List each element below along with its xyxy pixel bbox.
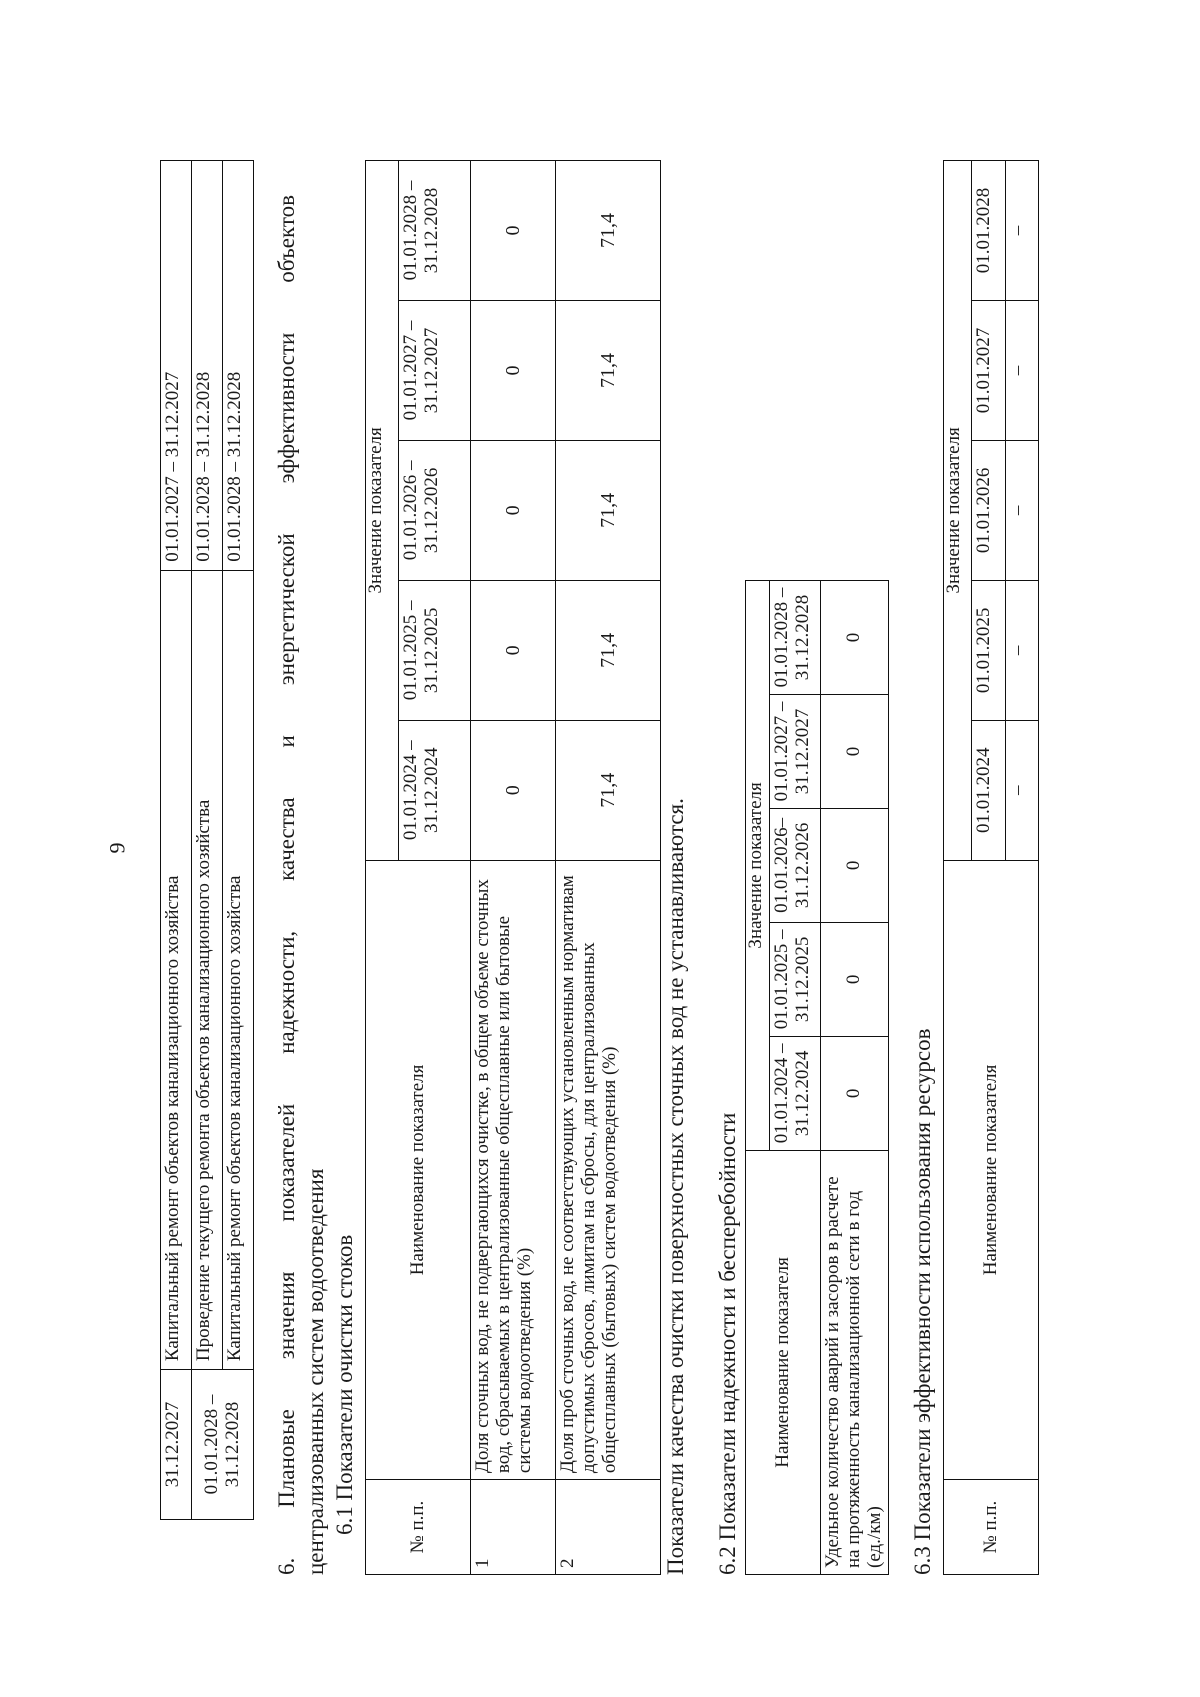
table-header-row — [746, 581, 770, 1575]
period-header: 01.01.2025 — [972, 580, 1005, 720]
dash-cell: – — [1005, 440, 1038, 580]
section-6-heading-cont: централизованных систем водоотведения — [303, 1168, 328, 1575]
col-name-header: Наименование показателя — [366, 860, 471, 1479]
table-row — [223, 161, 254, 1520]
period-header: 01.01.2027 – 31.12.2027 — [399, 300, 471, 440]
dates-cell: 01.01.2027 – 31.12.2027 — [161, 161, 192, 571]
value-cell: 0 — [471, 300, 556, 440]
row-name: Удельное количество аварий и засоров в расчете на протяженность канализационной сети в год (ед./км) — [821, 1150, 889, 1574]
row-name: Доля проб сточных вод, не соответствующих установленным нормативам допустимых сбросов, лимитам на сбросы, для централизованных общесплавных (бытовых) систем водоотведения (%) — [556, 860, 661, 1479]
dash-cell: – — [1005, 161, 1038, 301]
value-cell: 71,4 — [556, 720, 661, 860]
period-cell: 01.01.2028 – 31.12.2028 — [192, 1370, 254, 1520]
value-cell: 0 — [471, 580, 556, 720]
period-header: 01.01.2028 — [972, 161, 1005, 301]
col-num-header: № п.п. — [944, 1480, 1039, 1575]
value-cell: 0 — [821, 581, 889, 695]
value-cell: 0 — [471, 161, 556, 301]
table-row — [556, 161, 661, 1575]
activity-cell: Капитальный ремонт объектов канализационного хозяйства — [161, 570, 192, 1369]
period-header: 01.01.2024 – 31.12.2024 — [399, 720, 471, 860]
value-cell: 0 — [821, 922, 889, 1036]
section-6-heading: 6. Плановые значения показателей надежности, качества и энергетической эффективности объектов — [274, 195, 299, 1575]
page-number: 9 — [104, 842, 130, 854]
period-header: 01.01.2028 – 31.12.2028 — [399, 161, 471, 301]
wastewater-treatment-table — [365, 160, 661, 1575]
value-cell: 0 — [471, 720, 556, 860]
period-header: 01.01.2026 — [972, 440, 1005, 580]
col-num-header: № п.п. — [366, 1480, 471, 1575]
period-header: 01.01.2025 – 31.12.2025 — [769, 922, 820, 1036]
value-cell: 0 — [821, 694, 889, 808]
value-cell: 0 — [471, 440, 556, 580]
dates-cell: 01.01.2028 – 31.12.2028 — [192, 161, 223, 571]
value-cell: 0 — [821, 808, 889, 922]
table-header-row — [366, 161, 399, 1575]
period-header: 01.01.2028 – 31.12.2028 — [769, 581, 820, 695]
period-header: 01.01.2025 – 31.12.2025 — [399, 580, 471, 720]
reliability-table — [745, 580, 889, 1575]
dates-cell: 01.01.2028 – 31.12.2028 — [223, 161, 254, 571]
table-row — [471, 161, 556, 1575]
col-name-header: Наименование показателя — [746, 1150, 821, 1574]
col-group-header: Значение показателя — [366, 161, 399, 861]
period-header: 01.01.2027 – 31.12.2027 — [769, 694, 820, 808]
repair-schedule-table — [160, 160, 254, 1520]
surface-water-note: Показатели качества очистки поверхностных сточных вод не устанавливаются. — [663, 798, 688, 1575]
row-number: 2 — [556, 1480, 661, 1575]
dash-cell: – — [1005, 300, 1038, 440]
table-row — [161, 161, 192, 1520]
col-group-header: Значение показателя — [944, 161, 972, 861]
table-row — [821, 581, 889, 1575]
value-cell: 71,4 — [556, 161, 661, 301]
dash-cell: – — [1005, 720, 1038, 860]
activity-cell: Капитальный ремонт объектов канализационного хозяйства — [223, 570, 254, 1369]
value-cell: 0 — [821, 1036, 889, 1150]
table-header-row — [944, 161, 972, 1575]
section-6-1-title: 6.1 Показатели очистки стоков — [332, 1234, 357, 1535]
period-header: 01.01.2024 – 31.12.2024 — [769, 1036, 820, 1150]
rotated-page-content — [160, 85, 1160, 1575]
resource-efficiency-table — [943, 160, 1039, 1575]
row-name: Доля сточных вод, не подвергающихся очистке, в общем объеме сточных вод, сбрасываемых в централизованные общесплавные или бытовые системы водоотведения (%) — [471, 860, 556, 1479]
value-cell: 71,4 — [556, 580, 661, 720]
period-cell: 31.12.2027 — [161, 1370, 192, 1520]
period-header: 01.01.2024 — [972, 720, 1005, 860]
period-header: 01.01.2026 – 31.12.2026 — [399, 440, 471, 580]
period-header: 01.01.2026– 31.12.2026 — [769, 808, 820, 922]
row-number: 1 — [471, 1480, 556, 1575]
period-header: 01.01.2027 — [972, 300, 1005, 440]
activity-cell: Проведение текущего ремонта объектов канализационного хозяйства — [192, 570, 223, 1369]
dash-cell: – — [1005, 580, 1038, 720]
value-cell: 71,4 — [556, 300, 661, 440]
section-6-2-title: 6.2 Показатели надежности и бесперебойности — [715, 1112, 740, 1575]
col-name-header: Наименование показателя — [944, 860, 1039, 1479]
col-group-header: Значение показателя — [746, 581, 770, 1151]
value-cell: 71,4 — [556, 440, 661, 580]
table-row — [192, 161, 223, 1520]
section-6-3-title: 6.3 Показатели эффективности использования ресурсов — [910, 1028, 935, 1575]
